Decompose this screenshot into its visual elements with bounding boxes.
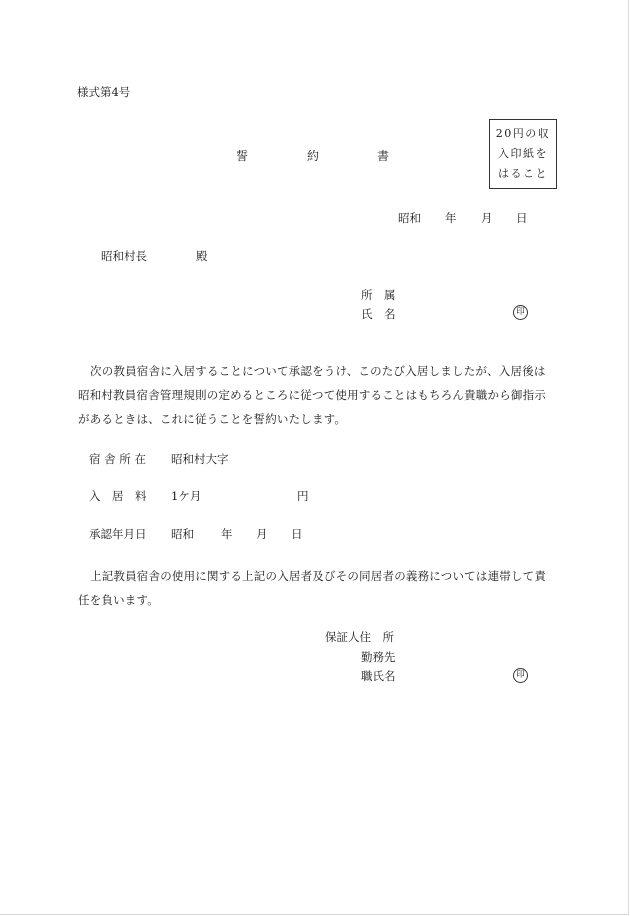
revenue-stamp-box xyxy=(489,119,557,189)
rent-period: 1ケ月 xyxy=(171,489,202,503)
addressee-honorific: 殿 xyxy=(196,249,208,263)
date-year-label: 年 xyxy=(445,211,457,225)
name-label: 氏 名 xyxy=(361,307,396,321)
housing-location-label: 宿 舎 所 在 xyxy=(89,452,146,466)
affiliation-label: 所 属 xyxy=(361,288,396,302)
stamp-box-line-3: はること xyxy=(498,167,548,180)
date-era: 昭和 xyxy=(398,211,421,225)
pledge-paragraph xyxy=(78,359,556,431)
guarantor-paragraph xyxy=(78,564,556,612)
approval-month-label: 月 xyxy=(256,527,268,541)
stamp-box-line-1: 20円の収 xyxy=(495,127,551,140)
addressee-name: 昭和村長 xyxy=(101,249,147,263)
rent-unit: 円 xyxy=(297,489,309,503)
approval-day-label: 日 xyxy=(291,527,303,541)
guarantor-workplace-label: 勤務先 xyxy=(361,650,396,664)
approval-era: 昭和 xyxy=(171,527,194,541)
guarantor-text: 上記教員宿舎の使用に関する上記の入居者及びその同居者の義務については連帯して責任を負います。 xyxy=(78,569,547,607)
date-day-label: 日 xyxy=(516,211,528,225)
guarantor-seal-mark: 印 xyxy=(513,668,528,683)
approval-date-label: 承認年月日 xyxy=(89,527,147,541)
date-month-label: 月 xyxy=(481,211,493,225)
title-char-2: 約 xyxy=(307,149,320,163)
guarantor-title-name-label: 職氏名 xyxy=(361,669,396,683)
approval-year-label: 年 xyxy=(221,527,233,541)
rent-label: 入 居 料 xyxy=(89,489,147,503)
housing-location-value: 昭和村大字 xyxy=(171,452,229,466)
pledge-text: 次の教員宿舎に入居することについて承認をうけ、このたび入居しましたが、入居後は昭和村教員宿舎管理規則の定めるところに従つて使用することはもちろん貴職から御指示があるときは、これに従うことを誓約いたします。 xyxy=(78,364,546,426)
stamp-box-line-2: 入印紙を xyxy=(498,147,548,160)
form-number: 様式第4号 xyxy=(77,85,131,99)
guarantor-address-label: 保証人住 所 xyxy=(325,630,394,644)
applicant-seal-mark: 印 xyxy=(513,305,528,320)
title-char-1: 誓 xyxy=(236,149,249,163)
title-char-3: 書 xyxy=(377,149,390,163)
